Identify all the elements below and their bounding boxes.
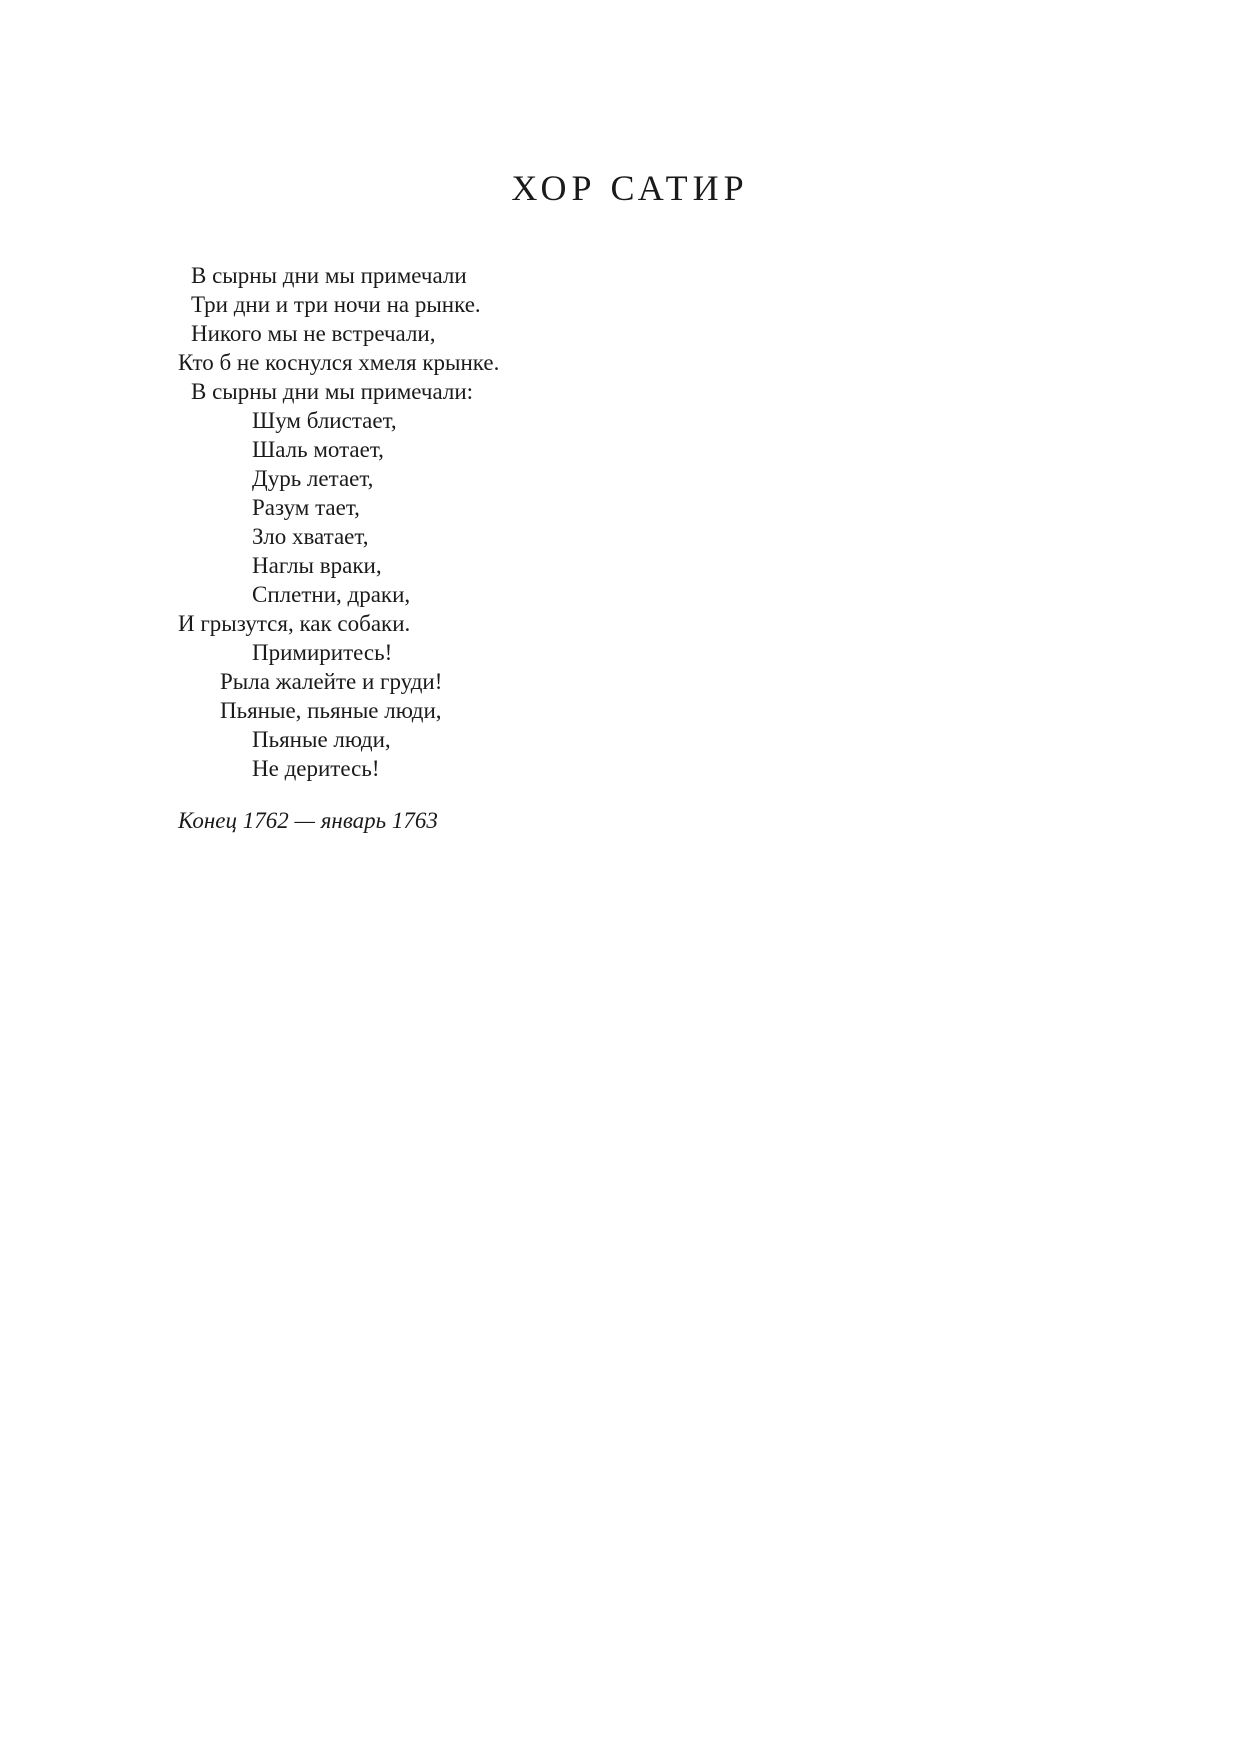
poem-line: Дурь летает,	[252, 466, 374, 491]
poem-line: Шаль мотает,	[252, 437, 384, 462]
poem-line: Шум блистает,	[252, 408, 397, 433]
poem-line: Сплетни, драки,	[252, 582, 411, 607]
poem-line: В сырны дни мы примечали:	[191, 379, 474, 404]
poem-line: Разум тает,	[252, 495, 360, 520]
poem-line: Пьяные, пьяные люди,	[220, 698, 442, 723]
poem-line: Зло хватает,	[252, 524, 369, 549]
poem-line: Наглы враки,	[252, 553, 382, 578]
poem-line: Три дни и три ночи на рынке.	[191, 292, 481, 317]
poem-line: И грызутся, как собаки.	[178, 611, 411, 636]
poem-line: В сырны дни мы примечали	[191, 263, 467, 288]
poem-line: Не деритесь!	[252, 756, 380, 781]
poem-line: Никого мы не встречали,	[191, 321, 436, 346]
poem-date: Конец 1762 — январь 1763	[178, 808, 438, 833]
poem-line: Пьяные люди,	[252, 727, 391, 752]
poem-title: ХОР САТИР	[511, 168, 749, 208]
poem-line: Рыла жалейте и груди!	[220, 669, 443, 694]
poem-line: Кто б не коснулся хмеля крынке.	[178, 350, 500, 375]
poem-body	[178, 261, 878, 783]
poem-line: Примиритесь!	[252, 640, 393, 665]
